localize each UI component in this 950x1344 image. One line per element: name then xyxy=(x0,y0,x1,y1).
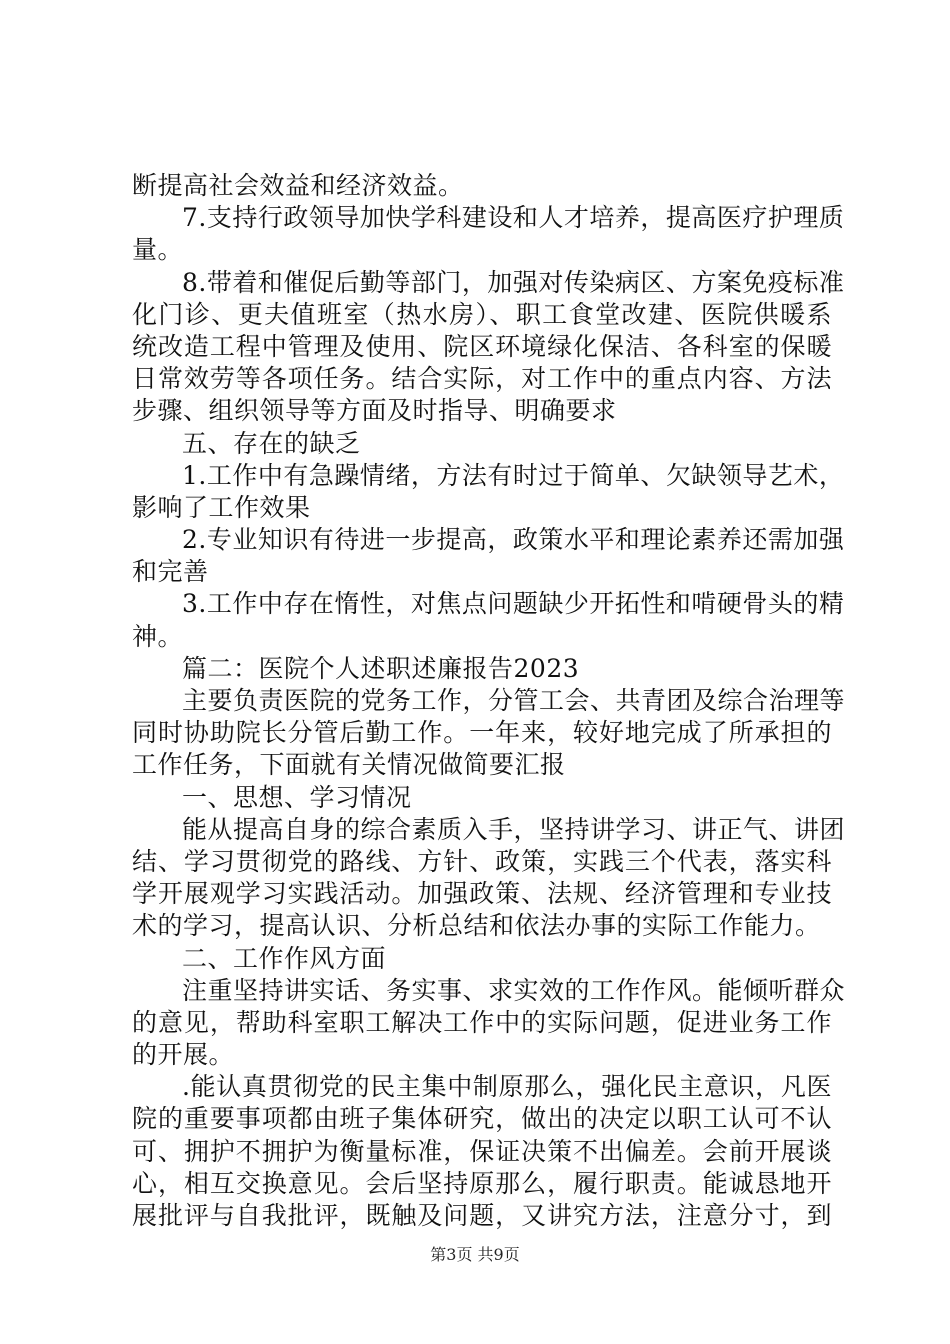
text-line: 1.工作中有急躁情绪，方法有时过于简单、欠缺领导艺术， xyxy=(182,460,845,490)
text-line: 展批评与自我批评，既触及问题，又讲究方法，注意分寸，到 xyxy=(132,1201,832,1230)
document-body xyxy=(132,170,846,1232)
text-line: 8.带着和催促后勤等部门，加强对传染病区、方案免疫标准 xyxy=(182,267,845,297)
text-line: 量。 xyxy=(132,235,184,265)
text-line: 篇二：医院个人述职述廉报告2023 xyxy=(182,653,580,683)
text-line: 影响了工作效果 xyxy=(132,492,311,522)
text-line: 工作任务，下面就有关情况做简要汇报 xyxy=(132,750,566,780)
text-line: 化门诊、更夫值班室（热水房）、职工食堂改建、医院供暖系 xyxy=(132,299,832,329)
text-line: 2.专业知识有待进一步提高，政策水平和理论素养还需加强 xyxy=(182,525,845,555)
text-line: 7.支持行政领导加快学科建设和人才培养，提高医疗护理质 xyxy=(182,203,845,233)
text-line: 学开展观学习实践活动。加强政策、法规、经济管理和专业技 xyxy=(132,879,832,909)
text-line: 的开展。 xyxy=(132,1040,235,1070)
text-line: 术的学习，提高认识、分析总结和依法办事的实际工作能力。 xyxy=(132,911,821,941)
text-line: 心，相互交换意见。会后坚持原那么，履行职责。能诚恳地开 xyxy=(132,1168,832,1198)
text-line: 结、学习贯彻党的路线、方针、政策，实践三个代表，落实科 xyxy=(132,846,832,876)
text-line: 日常效劳等各项任务。结合实际，对工作中的重点内容、方法 xyxy=(132,364,832,394)
text-line: 院的重要事项都由班子集体研究，做出的决定以职工认可不认 xyxy=(132,1104,832,1134)
text-line: 注重坚持讲实话、务实事、求实效的工作作风。能倾听群众 xyxy=(182,975,846,1005)
text-line: 可、拥护不拥护为衡量标准，保证决策不出偏差。会前开展谈 xyxy=(132,1136,832,1166)
text-line: 神。 xyxy=(132,621,184,651)
text-line: 能从提高自身的综合素质入手，坚持讲学习、讲正气、讲团 xyxy=(182,814,846,844)
text-line: 步骤、组织领导等方面及时指导、明确要求 xyxy=(132,396,617,426)
text-line: 3.工作中存在惰性，对焦点问题缺少开拓性和啃硬骨头的精 xyxy=(182,589,845,619)
text-line: 一、思想、学习情况 xyxy=(182,782,412,812)
text-line: 统改造工程中管理及使用、院区环境绿化保洁、各科室的保暖 xyxy=(132,331,832,361)
text-line: .能认真贯彻党的民主集中制原那么，强化民主意识，凡医 xyxy=(182,1072,832,1102)
text-line: 同时协助院长分管后勤工作。一年来，较好地完成了所承担的 xyxy=(132,718,832,748)
text-line: 的意见，帮助科室职工解决工作中的实际问题，促进业务工作 xyxy=(132,1007,832,1037)
text-line: 主要负责医院的党务工作，分管工会、共青团及综合治理等 xyxy=(182,686,846,715)
text-line: 二、工作作风方面 xyxy=(182,943,387,973)
text-line: 五、存在的缺乏 xyxy=(182,428,361,458)
page-footer: 第3页 共9页 xyxy=(430,1245,520,1264)
text-line: 断提高社会效益和经济效益。 xyxy=(132,171,464,200)
text-line: 和完善 xyxy=(132,557,209,587)
